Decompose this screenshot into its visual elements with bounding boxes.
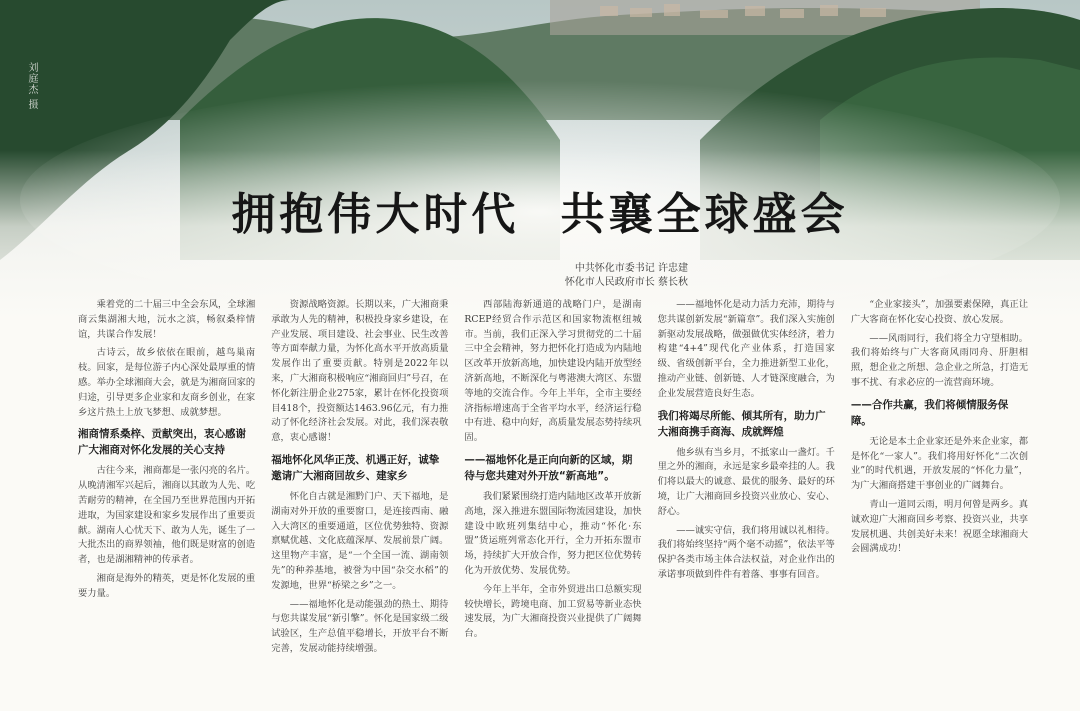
- section-subheading: 我们将竭尽所能、倾其所有，助力广大湘商携手商海、成就辉煌: [657, 409, 826, 438]
- paragraph: 乘着党的二十届三中全会东风，全球湘商云集湖湘大地，沅水之滨，畅叙桑梓情谊，共谋合作发展！: [78, 299, 256, 340]
- paragraph: “企业家接头”，加强要素保障，真正让广大客商在怀化安心投资、放心发展。: [850, 299, 1028, 325]
- paragraph: 怀化自古就是湘黔门户、天下福地，是湖南对外开放的重要窗口，是连接西南、融入大湾区的重要通道，区位优势独特、资源禀赋优越、文化底蕴深厚、发展前景广阔。这里物产丰富，是“一个全国一流、湖南领先”的种养基地，被誉为中国“杂交水稻”的发源地，世界“桥梁之乡”之一。: [271, 490, 449, 591]
- paragraph: ——风雨同行，我们将全力守望相助。我们将始终与广大客商风雨同舟、肝胆相照，想企业之所想、急企业之所急，打造无事不扰、有求必应的一流营商环境。: [850, 332, 1028, 388]
- article-columns: [78, 298, 1028, 711]
- section-subheading: ——福地怀化是正向向新的区域，期待与您共建对外开放“新高地”。: [464, 453, 633, 482]
- paragraph: 他乡纵有当乡月，不抵家山一盏灯。千里之外的湘商，永远是家乡最牵挂的人。我们将以最大的诚意、最优的服务、最好的环境，让广大湘商回乡投资兴业放心、安心、舒心。: [657, 446, 835, 517]
- paragraph: 西部陆海新通道的战略门户，是湖南RCEP经贸合作示范区和国家物流枢纽城市。当前，我们正深入学习贯彻党的二十届三中全会精神，努力把怀化打造成为内陆地区改革开放新高地，加快建设内陆开放型经济新高地，不断深化与粤港澳大湾区、东盟等地的交流合作。今年上半年，全市主要经济指标增速高于全省平均水平，经济运行稳中有进、稳中向好，高质量发展态势持续巩固。: [464, 299, 642, 444]
- paragraph: 我们紧紧围绕打造内陆地区改革开放新高地，深入推进东盟国际物流园建设，加快建设中欧班列集结中心，推动“怀化·东盟”货运班列常态化开行，全力开拓东盟市场，持续扩大开放合作，努力把区位优势转化为开放优势、发展优势。: [464, 490, 642, 576]
- article-column-1: [78, 298, 255, 711]
- paragraph: ——福地怀化是动能强劲的热土、期待与您共谋发展“新引擎”。怀化是国家级二级试验区，生产总值平稳增长，开放平台不断完善，发展动能持续增强。: [271, 598, 449, 654]
- section-subheading: ——合作共赢，我们将倾情服务保障。: [850, 398, 1009, 427]
- page-headline: 拥抱伟大时代 共襄全球盛会: [231, 189, 849, 240]
- paragraph: 古诗云，故乡依依在眼前，越鸟巢南枝。回家，是每位游子内心深处最厚重的情感。举办全球湘商大会，就是为湘商回家的归途，引导更多企业家和友商乡创业，在家乡这片热土上放飞梦想、成就梦想。: [78, 347, 256, 418]
- paragraph: 青山一道同云雨，明月何曾是两乡。真诚欢迎广大湘商回乡考察、投资兴业，共享发展机遇、共创美好未来！祝愿全球湘商大会圆满成功！: [850, 498, 1028, 555]
- byline-author-1: 中共怀化市委书记 许忠建: [574, 263, 688, 274]
- paragraph: ——福地怀化是动力活力充沛，期待与您共谋创新发展“新篇章”。我们深入实施创新驱动发展战略，做强做优实体经济，着力构建“4+4”现代化产业体系，打造国家级、省级创新平台，全力推进新型工业化，推动产业链、创新链、人才链深度融合，为企业发展营造良好生态。: [657, 299, 835, 399]
- paragraph: 无论是本土企业家还是外来企业家，都是怀化“一家人”。我们将用好怀化“二次创业”的时代机遇，开放发展的“怀化力量”，为广大湘商搭建干事创业的广阔舞台。: [850, 435, 1028, 492]
- article-column-3: [464, 298, 641, 711]
- paragraph: 湘商是海外的精英，更是怀化发展的重要力量。: [78, 572, 256, 599]
- paragraph: 古往今来，湘商都是一张闪亮的名片。从晚清湘军兴起后，湘商以其敢为人先、吃苦耐劳的精神，在全国乃至世界范围内开拓进取，为国家建设和家乡发展作出了重要贡献。湖南人心忧天下、敢为人先，诞生了一大批杰出的商界领袖，他们既是财富的创造者，也是湖湘精神的传承者。: [78, 465, 256, 566]
- article-column-4: [658, 298, 835, 711]
- section-subheading: 福地怀化风华正茂、机遇正好，诚挚邀请广大湘商回故乡、建家乡: [271, 453, 440, 482]
- paragraph: ——诚实守信，我们将用诚以礼相待。我们将始终坚持“两个毫不动摇”，依法平等保护各类市场主体合法权益，对企业作出的承诺事项做到件件有着落、事事有回音。: [657, 524, 835, 580]
- article-column-2: [271, 298, 448, 711]
- photo-credit: 刘庭杰 摄: [26, 62, 37, 111]
- paragraph: 今年上半年，全市外贸进出口总额实现较快增长，跨境电商、加工贸易等新业态快速发展，为广大湘商投资兴业提供了广阔舞台。: [464, 583, 642, 640]
- byline-author-2: 怀化市人民政府市长 蔡长秋: [564, 277, 688, 288]
- byline: [478, 262, 688, 290]
- section-subheading: 湘商情系桑梓、贡献突出，衷心感谢广大湘商对怀化发展的关心支持: [78, 428, 246, 457]
- paragraph: 资源战略资源。长期以来，广大湘商秉承敢为人先的精神，积极投身家乡建设，在产业发展、项目建设、社会事业、民生改善等方面奉献力量，为怀化高水平开放高质量发展作出了重要贡献。特别是2022年以来，广大湘商积极响应“湘商回归”号召，在怀化新注册企业275家，累计在怀化投资项目418个，投资额达1463.96亿元，有力推动了怀化经济社会发展。对此，我们深表敬意，衷心感谢！: [271, 299, 449, 444]
- article-column-5: [851, 298, 1028, 711]
